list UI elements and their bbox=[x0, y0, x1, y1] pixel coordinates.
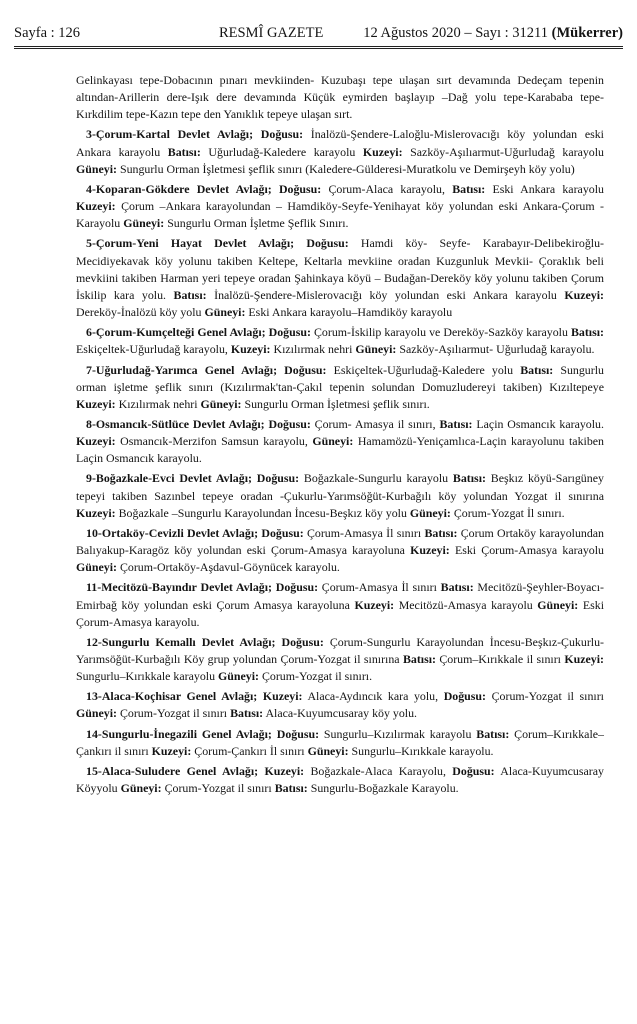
boundary-label: Batısı: bbox=[424, 525, 458, 540]
boundary-text: Sungurlu–Kızılırmak karayolu bbox=[323, 726, 472, 741]
boundary-label: Güneyi: bbox=[307, 743, 349, 758]
boundary-label: Kuzeyi: bbox=[76, 396, 116, 411]
entry-title: 3-Çorum-Kartal Devlet Avlağı; bbox=[86, 127, 254, 142]
boundary-label: Güneyi: bbox=[409, 505, 451, 520]
boundary-label: Doğusu: bbox=[268, 416, 311, 431]
boundary-text: Mecitözü-Şeyhler-Boyacı-Emirbağ köy yolundan eski Çorum Amasya karayoluna bbox=[76, 580, 604, 612]
issue-date: 12 Ağustos 2020 – Sayı : 31211 bbox=[363, 25, 548, 41]
boundary-label: Batısı: bbox=[274, 781, 308, 796]
boundary-text: Sungurlu Orman İşletmesi şeflik sınırı. bbox=[244, 396, 430, 411]
boundary-label: Doğusu: bbox=[276, 726, 320, 741]
boundary-text: Eski Ankara karayolu bbox=[492, 181, 604, 196]
boundary-label: Batısı: bbox=[439, 416, 473, 431]
hunting-area-entry bbox=[76, 726, 604, 760]
hunting-area-entry bbox=[76, 324, 604, 358]
boundary-text: Sungurlu Orman İşletmesi şeflik sınırı (Kaledere-Gülderesi-Muratkolu ve Demirşeyh köy yolu) bbox=[119, 161, 575, 176]
boundary-label: Güneyi: bbox=[204, 305, 246, 320]
hunting-area-entry bbox=[76, 525, 604, 576]
boundary-text: Çorum-İskilip karayolu ve Dereköy-Sazköy karayolu bbox=[314, 325, 568, 340]
issue-info bbox=[363, 22, 623, 44]
boundary-label: Batısı: bbox=[440, 580, 474, 595]
boundary-text: Sungurlu–Kırıkkale karayolu bbox=[76, 669, 216, 684]
entry-title: 8-Osmancık-Sütlüce Devlet Avlağı; bbox=[86, 416, 265, 431]
boundary-text: Çorum–Kırıkkale–Çankırı il sınırı bbox=[76, 726, 604, 758]
page-number: Sayfa : 126 bbox=[14, 25, 81, 41]
boundary-text: Çorum- Amasya il sınırı, bbox=[314, 416, 436, 431]
entry-title: 6-Çorum-Kumçeltеği Genel Avlağı; bbox=[86, 325, 266, 340]
boundary-label: Batısı: bbox=[520, 362, 554, 377]
boundary-text: Beşkız köyü-Sarıgüney tepeyi takiben Sazınbel tepeye oradan -Çukurlu-Yarımsöğüt-Kurbağılı köy yolundan Yozgat il sınırına bbox=[76, 471, 604, 503]
boundary-label: Güneyi: bbox=[200, 396, 242, 411]
hunting-area-entry bbox=[76, 763, 604, 797]
boundary-text: Çorum-Amasya İl sınırı bbox=[321, 580, 437, 595]
boundary-text: Çorum-Alaca karayolu, bbox=[328, 181, 445, 196]
boundary-text: Mecitözü-Amasya karayolu bbox=[398, 597, 533, 612]
boundary-text: Sungurlu Orman İşletme Şeflik Sınırı. bbox=[167, 216, 349, 231]
boundary-text: Sazköy-Aşılıarmut- Uğurludağ karayolu. bbox=[399, 342, 595, 357]
boundary-text: Çorum-Sungurlu Karayolundan İncesu-Beşkız-Çukurlu-Yarımsöğüt-Kurbağılı Köy grup yolundan Çorum-Yozgat il sınırına bbox=[76, 634, 604, 666]
boundary-text: Laçin Osmancık karayolu. bbox=[476, 416, 604, 431]
boundary-label: Kuzeyi: bbox=[362, 144, 403, 159]
hunting-area-entry bbox=[76, 181, 604, 232]
publication-title: RESMÎ GAZETE bbox=[219, 25, 324, 41]
entry-title: 11-Mecitözü-Bayındır Devlet Avlağı; bbox=[86, 580, 273, 595]
boundary-label: Doğusu: bbox=[284, 362, 327, 377]
boundary-text: Çorum-Yozgat il sınırı bbox=[164, 781, 272, 796]
boundary-text: Çorum-Yozgat il sınırı bbox=[491, 689, 604, 704]
boundary-label: Güneyi: bbox=[76, 706, 117, 721]
boundary-label: Batısı: bbox=[476, 726, 510, 741]
entry-title: 14-Sungurlu-İnegazili Genel Avlağı; bbox=[86, 726, 272, 741]
boundary-text: Alaca-Aydıncık kara yolu, bbox=[307, 689, 439, 704]
entry-title: 7-Uğurludağ-Yarımca Genel Avlağı; bbox=[86, 362, 278, 377]
boundary-label: Kuzeyi: bbox=[151, 743, 192, 758]
boundary-label: Batısı: bbox=[452, 181, 486, 196]
hunting-area-entry bbox=[76, 235, 604, 321]
boundary-label: Kuzeyi: bbox=[264, 763, 305, 778]
boundary-text: Kızılırmak nehri bbox=[273, 342, 353, 357]
boundary-label: Güneyi: bbox=[120, 781, 162, 796]
entry-title: 5-Çorum-Yeni Hayat Devlet Avlağı; bbox=[86, 236, 295, 251]
entry-title: 10-Ortaköy-Cevizli Devlet Avlağı; bbox=[86, 525, 259, 540]
boundary-text: İnalözü-Şendere-Mislerovacığı köy yolundan eski Ankara karayolu bbox=[214, 287, 557, 302]
boundary-label: Batısı: bbox=[230, 706, 264, 721]
boundary-text: Çorum-Ortaköy-Aşdavul-Göynücek karayolu. bbox=[119, 560, 340, 575]
boundary-text: Çorum-Yozgat il sınırı. bbox=[261, 669, 373, 684]
boundary-label: Batısı: bbox=[173, 287, 207, 302]
boundary-text: Hamamözü-Yeniçamlıca-Laçin karayolunu takiben Laçin Osmancık karayolu. bbox=[76, 434, 604, 466]
boundary-label: Güneyi: bbox=[312, 434, 354, 449]
entry-title: 9-Boğazkale-Evci Devlet Avlağı; bbox=[86, 471, 252, 486]
boundary-label: Doğusu: bbox=[278, 181, 322, 196]
boundary-text: Çorum–Kırıkkale il sınırı bbox=[439, 652, 561, 666]
boundary-text: Hamdi köy- Seyfe- Karabayır-Delibekiroğlu- Mecidiyekavak köy yolunu takiben Keltepe, Keltarla mevkiine oradan Kuzgunluk Mevkii- Çoraklık beli mevkiini takiben Harman yeri tepeye oradan Şahinkaya köyü – Budağan-Dereköy köy yolunu takiben Çorum İskilip kara yolu. bbox=[76, 236, 604, 302]
boundary-text: Çorum-Yozgat İl sınırı. bbox=[453, 505, 565, 520]
intro-paragraph: Gelinkayası tepe-Dobacının pınarı mevkiinden- Kuzubaşı tepe ulaşan sırt devamında Dedeçam tepenin altından-Arillerin dere-Işık dere devamında Küçük eymirden başlayıp –Dağ yolu tepe-Karababa tepe- Kırkdilim tepe-Kazın tepe den Yanıklık tepeye ulaşan sırt. bbox=[76, 73, 604, 122]
boundary-label: Güneyi: bbox=[123, 216, 165, 231]
boundary-text: Eski Çorum-Amasya karayolu bbox=[454, 543, 604, 558]
header-rule bbox=[14, 46, 623, 49]
boundary-text: Alaca-Kuyumcusaray köy yolu. bbox=[265, 706, 417, 721]
hunting-area-entry bbox=[76, 362, 604, 413]
boundary-text: Boğazkale –Sungurlu Karayolundan İncesu-Beşkız köy yolu bbox=[118, 505, 407, 520]
boundary-text: Eskiçeltek-Uğurludağ-Kaledere yolu bbox=[333, 362, 514, 377]
hunting-area-entry bbox=[76, 470, 604, 521]
boundary-text: Osmancık-Merzifon Samsun karayolu, bbox=[120, 434, 308, 449]
boundary-text: Alaca-Kuyumcusaray Köyyolu bbox=[76, 763, 604, 796]
entry-title: 12-Sungurlu Kemallı Devlet Avlağı; bbox=[86, 634, 276, 649]
boundary-text: Dereköy-İnalözü köy yolu bbox=[76, 305, 202, 320]
page-header bbox=[14, 22, 623, 44]
boundary-label: Doğusu: bbox=[306, 236, 349, 251]
boundary-text: İnalözü-Şendere-Laloğlu-Mislerovacığı köy yolundan eski Ankara karayolu bbox=[76, 127, 604, 159]
document-body bbox=[76, 72, 604, 800]
boundary-label: Güneyi: bbox=[76, 161, 117, 176]
boundary-label: Doğusu: bbox=[452, 763, 495, 778]
boundary-label: Kuzeyi: bbox=[76, 434, 116, 449]
entry-title: 13-Alaca-Koçhisar Genel Avlağı; bbox=[86, 689, 258, 704]
hunting-area-entry bbox=[76, 634, 604, 685]
entry-title: 15-Alaca-Suludere Genel Avlağı; bbox=[86, 763, 259, 778]
boundary-label: Batısı: bbox=[402, 652, 436, 666]
boundary-text: Sungurlu-Boğazkale Karayolu. bbox=[310, 781, 459, 796]
boundary-text: Çorum-Yozgat il sınırı bbox=[119, 706, 228, 721]
boundary-label: Doğusu: bbox=[260, 127, 304, 142]
boundary-text: Eski Çorum-Amasya karayolu. bbox=[76, 597, 604, 629]
boundary-label: Doğusu: bbox=[268, 325, 311, 340]
hunting-area-entry bbox=[76, 579, 604, 630]
boundary-label: Batısı: bbox=[167, 144, 201, 159]
boundary-text: Sazköy-Aşılıarmut-Uğurludağ karayolu bbox=[410, 144, 604, 159]
boundary-label: Batısı: bbox=[570, 325, 604, 340]
boundary-text: Çorum –Ankara karayolundan – Hamdiköy-Seyfe-Yenihayat köy yolundan eski Ankara-Çorum - Karayolu bbox=[76, 199, 604, 231]
boundary-text: Çorum-Amasya İl sınırı bbox=[306, 525, 422, 540]
boundary-label: Güneyi: bbox=[355, 342, 397, 357]
boundary-label: Kuzeyi: bbox=[564, 652, 604, 666]
boundary-label: Kuzeyi: bbox=[564, 287, 604, 302]
boundary-text: Kızılırmak nehri bbox=[118, 396, 198, 411]
boundary-label: Güneyi: bbox=[76, 560, 117, 575]
boundary-label: Doğusu: bbox=[275, 580, 319, 595]
boundary-text: Çorum-Çankırı İl sınırı bbox=[194, 743, 305, 758]
boundary-text: Sungurlu–Kırıkkale karayolu. bbox=[351, 743, 494, 758]
boundary-label: Batısı: bbox=[452, 471, 486, 486]
boundary-text: Çorum Ortaköy karayolundan Balıyakup-Karagöz köy yolundan eski Çorum-Amasya karayoluna bbox=[76, 525, 604, 558]
boundary-text: Sungurlu orman işletme şeflik sınırı (Kızılırmak'tan-Çakıl tepenin solundan Domuzludereyi takiben) Kızıltepeye bbox=[76, 362, 604, 394]
boundary-text: Boğazkale-Alaca Karayolu, bbox=[310, 763, 446, 778]
hunting-area-entry bbox=[76, 688, 604, 722]
boundary-label: Doğusu: bbox=[261, 525, 304, 540]
boundary-label: Kuzeyi: bbox=[354, 597, 395, 612]
hunting-area-entry bbox=[76, 126, 604, 177]
issue-extra: (Mükerrer) bbox=[551, 25, 623, 41]
hunting-area-entry bbox=[76, 416, 604, 467]
boundary-text: Uğurludağ-Kaledere karayolu bbox=[208, 144, 356, 159]
boundary-label: Doğusu: bbox=[443, 689, 486, 704]
boundary-label: Doğusu: bbox=[281, 634, 324, 649]
boundary-label: Kuzeyi: bbox=[410, 543, 450, 558]
boundary-label: Doğusu: bbox=[256, 471, 300, 486]
boundary-label: Güneyi: bbox=[537, 597, 579, 612]
boundary-text: Eski Ankara karayolu–Hamdiköy karayolu bbox=[248, 305, 453, 320]
boundary-text: Eskiçeltek-Uğurludağ karayolu, bbox=[76, 342, 228, 357]
boundary-text: Boğazkale-Sungurlu karayolu bbox=[303, 471, 449, 486]
boundary-label: Kuzeyi: bbox=[76, 199, 116, 214]
hunting-area-list bbox=[76, 126, 604, 797]
entry-title: 4-Koparan-Gökdere Devlet Avlağı; bbox=[86, 181, 272, 196]
boundary-label: Kuzeyi: bbox=[230, 342, 271, 357]
boundary-label: Kuzeyi: bbox=[262, 689, 303, 704]
boundary-label: Güneyi: bbox=[218, 669, 259, 684]
boundary-label: Kuzeyi: bbox=[76, 505, 116, 520]
